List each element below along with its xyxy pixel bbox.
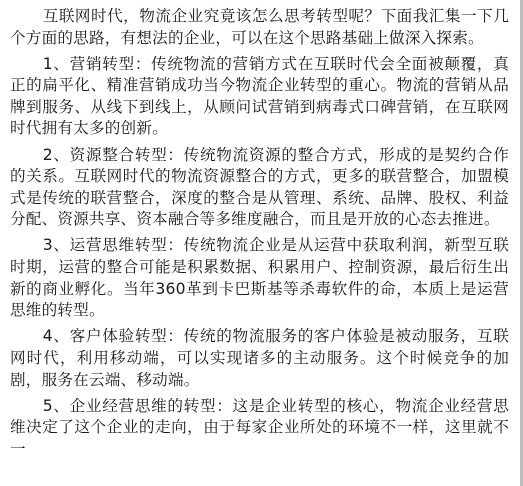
paragraph-marketing-transformation: 1、营销转型：传统物流的营销方式在互联时代会全面被颠覆，真正的扁平化、精准营销成功当今物流企业转型的重心。物流的营销从品牌到服务、从线下到线上，从顾问试营销到病毒式口碑营销，在互联网时代拥有太多的创新。 (10, 54, 509, 138)
intro-paragraph: 互联网时代，物流企业究竟该怎么思考转型呢？下面我汇集一下几个方面的思路，有想法的企业，可以在这个思路基础上做深入探索。 (10, 7, 509, 47)
paragraph-resource-integration: 2、资源整合转型：传统物流资源的整合方式，形成的是契约合作的关系。互联网时代的物流资源整合的方式，更多的联营整合，加盟模式是传统的联营整合，深度的整合是从管理、系统、品牌、股权、利益分配、资源共享、资本融合等多维度融合，而且是开放的心态去推进。 (10, 145, 509, 229)
paragraph-operations-thinking: 3、运营思维转型：传统物流企业是从运营中获取利润，新型互联时期，运营的整合可能是积累数据、积累用户、控制资源，最后衍生出新的商业孵化。当年360革到卡巴斯基等杀毒软件的命，本质上是运营思维的转型。 (10, 236, 509, 320)
paragraph-customer-experience: 4、客户体验转型：传统的物流服务的客户体验是被动服务，互联网时代，利用移动端，可以实现诸多的主动服务。这个时候竞争的加剧，服务在云端、移动端。 (10, 327, 509, 389)
paragraph-business-thinking: 5、企业经营思维的转型：这是企业转型的核心，物流企业经营思维决定了这个企业的走向，由于每家企业所处的环境不一样，这里就不一 (10, 396, 509, 458)
